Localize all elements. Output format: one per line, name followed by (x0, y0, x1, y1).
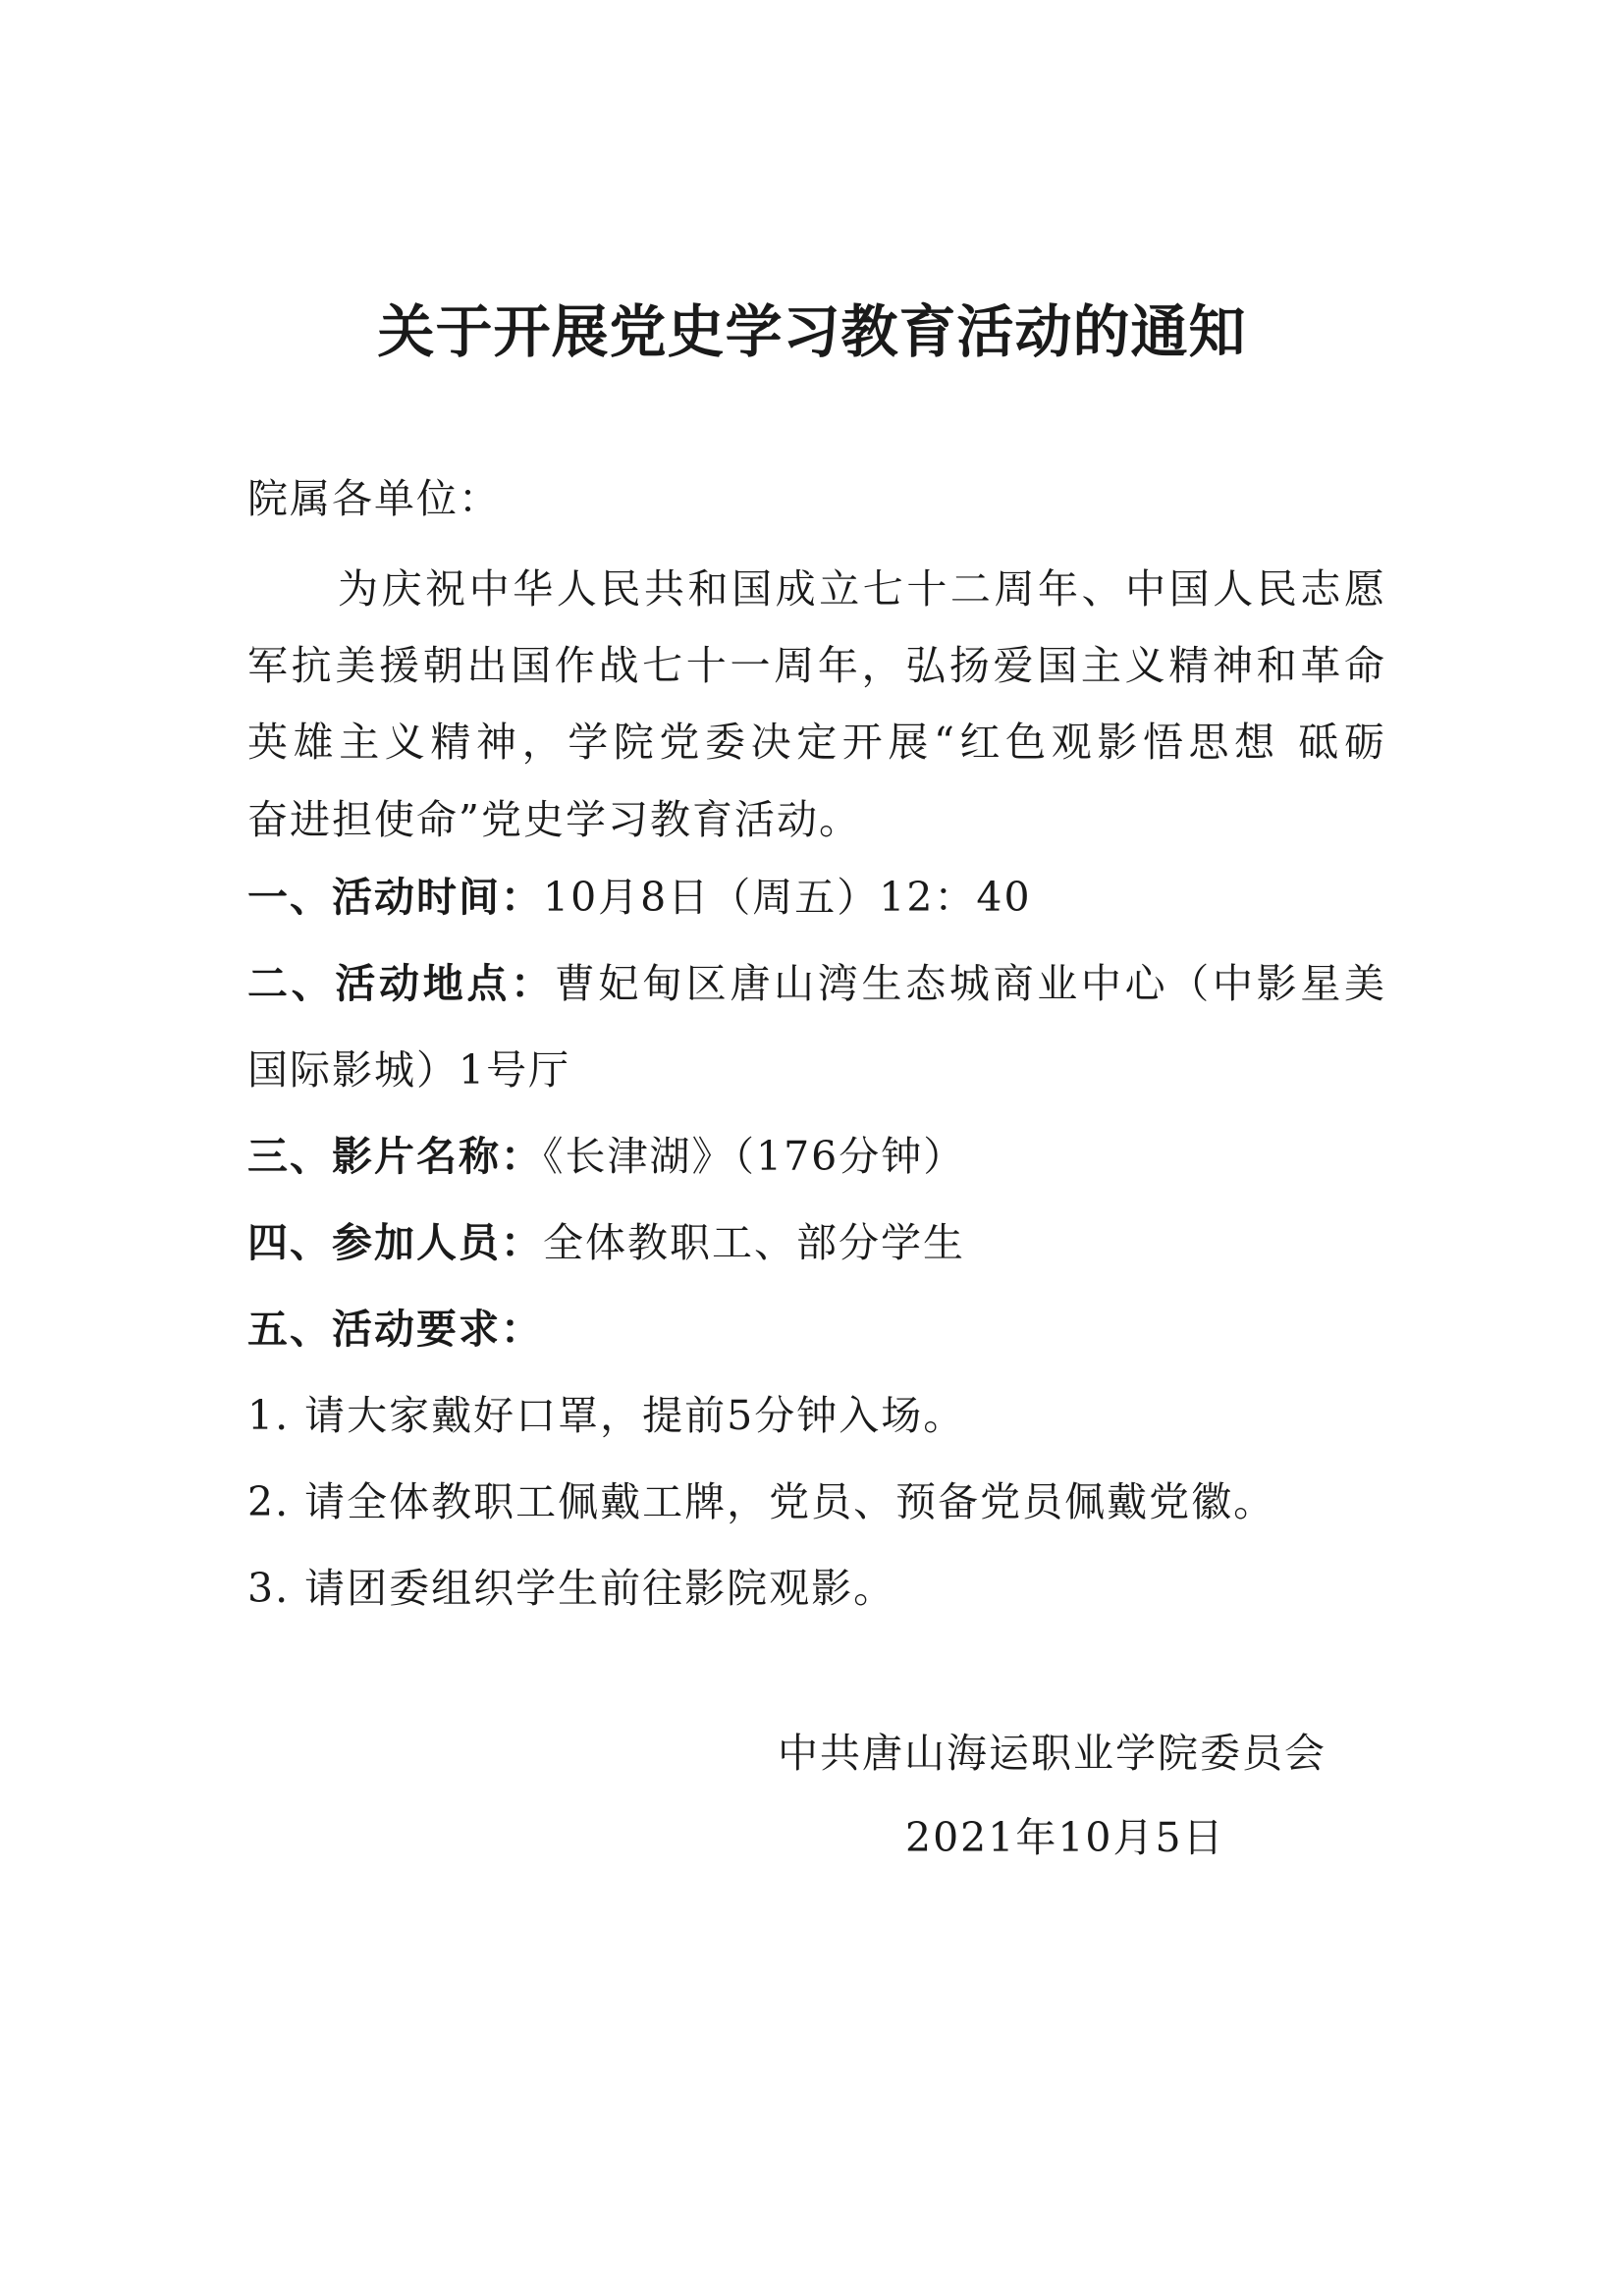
document-title: 关于开展党史学习教育活动的通知 (377, 298, 1247, 365)
signature-organization: 中共唐山海运职业学院委员会 (778, 1730, 1326, 1777)
section-location (247, 954, 1386, 1013)
section-requirements (247, 1300, 1386, 1359)
section-participants (247, 1213, 1386, 1272)
section-location-cont: 国际影城）1号厅 (247, 1046, 571, 1094)
intro-line: 奋进担使命”党史学习教育活动。 (247, 796, 861, 843)
section-value: 全体教职工、部分学生 (543, 1219, 965, 1266)
section-heading: 三、影片名称： (247, 1133, 543, 1180)
requirement-item: 3. 请团委组织学生前往影院观影。 (247, 1565, 896, 1612)
section-heading: 五、活动要求： (247, 1306, 543, 1353)
section-value: 曹妃甸区唐山湾生态城商业中心（中影星美 (554, 960, 1387, 1007)
intro-line: 军抗美援朝出国作战七十一周年，弘扬爱国主义精神和革命 (247, 642, 1386, 689)
section-heading: 二、活动地点： (247, 960, 555, 1007)
section-time (247, 868, 1386, 927)
section-value: 《长津湖》（176分钟） (543, 1133, 966, 1180)
section-heading: 一、活动时间： (247, 874, 543, 921)
salutation: 院属各单位： (247, 475, 501, 522)
requirement-item: 2. 请全体教职工佩戴工牌，党员、预备党员佩戴党徽。 (247, 1478, 1276, 1525)
intro-line: 为庆祝中华人民共和国成立七十二周年、中国人民志愿 (338, 565, 1386, 613)
requirement-item: 1. 请大家戴好口罩，提前5分钟入场。 (247, 1392, 966, 1439)
signature-date: 2021年10月5日 (905, 1814, 1225, 1861)
intro-line: 英雄主义精神，学院党委决定开展“红色观影悟思想 砥砺 (247, 719, 1386, 766)
section-value: 10月8日（周五）12：40 (543, 874, 1032, 921)
section-film (247, 1127, 1386, 1186)
section-heading: 四、参加人员： (247, 1219, 543, 1266)
